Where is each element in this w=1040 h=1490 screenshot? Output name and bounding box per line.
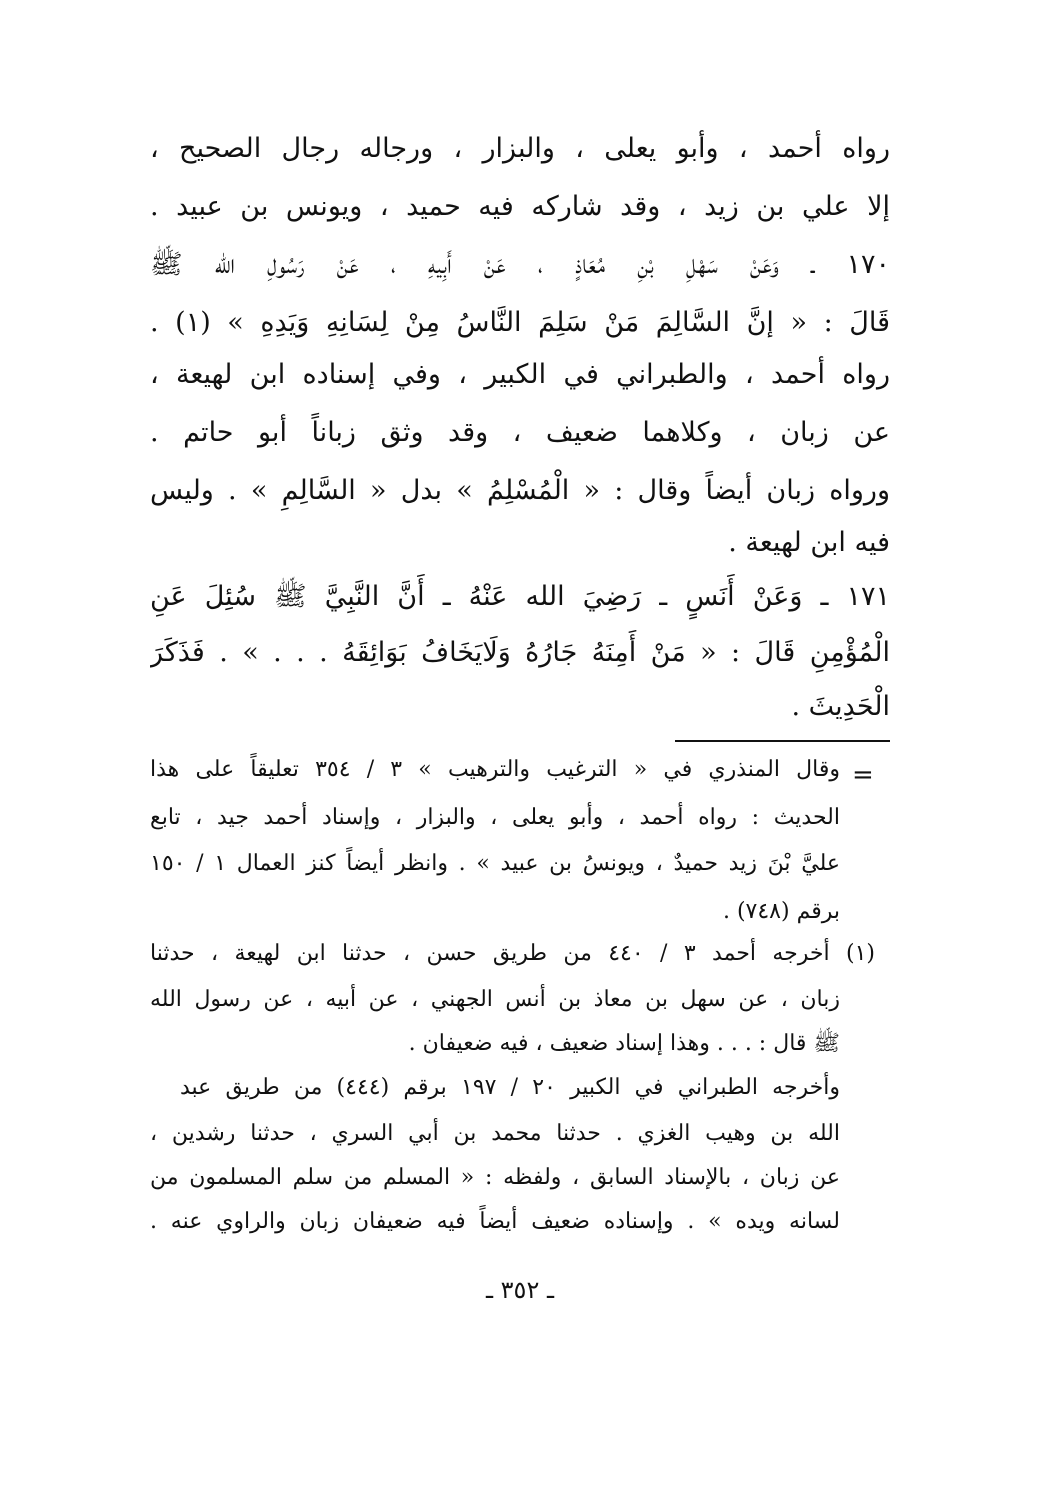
hadith-171-line-3: الْحَدِيثَ . [791,691,890,722]
body-line-2: إلا علي بن زيد ، وقد شاركه فيه حميد ، ويونس بن عبيد . [150,191,890,222]
body-line-1: رواه أحمد ، وأبو يعلى ، والبزار ، ورجاله رجال الصحيح ، [150,133,890,164]
hadith-171-line-1: ١٧١ ـ وَعَنْ أَنَسٍ ـ رَضِيَ الله عَنْهُ ـ أَنَّ النَّبِيَّ ﷺ سُئِلَ عَنِ [150,581,890,612]
body-line-6: عن زبان ، وكلاهما ضعيف ، وقد وثق زباناً أبو حاتم . [150,417,890,448]
footnote-continuation-marker: = [852,760,874,790]
footnote-line-1: وقال المنذري في « الترغيب والترهيب » ٣ / ٣٥٤ تعليقاً على هذا [150,757,840,782]
footnote-1-line-2: زبان ، عن سهل بن معاذ بن أنس الجهني ، عن أبيه ، عن رسول الله [150,987,840,1012]
footnote-line-4: برقم (٧٤٨) . [722,899,840,924]
footnote-1-line-3: ﷺ قال : . . . وهذا إسناد ضعيف ، فيه ضعيفان . [408,1031,840,1056]
footnote-1-line-6: عن زبان ، بالإسناد السابق ، ولفظه : « المسلم من سلم المسلمون من [150,1165,840,1190]
footnote-1-line-5: الله بن وهيب الغزي . حدثنا محمد بن أبي السري ، حدثنا رشدين ، [150,1121,840,1146]
footnote-1-line-4: وأخرجه الطبراني في الكبير ٢٠ / ١٩٧ برقم (٤٤٤) من طريق عبد [180,1075,840,1100]
footnote-line-3: عليَّ بْنَ زيد حميدٌ ، ويونسُ بن عبيد » . وانظر أيضاً كنز العمال ١ / ١٥٠ [150,851,840,876]
hadith-170-line-1: ١٧٠ ـ وَعَنْ سَهْلِ بْنِ مُعَاذٍ ، عَنْ أَبِيهِ ، عَنْ رَسُولِ الله ﷺ [150,249,890,280]
hadith-170-line-2: قَالَ : « إنَّ السَّالِمَ مَنْ سَلِمَ النَّاسُ مِنْ لِسَانِهِ وَيَدِهِ » (١) . [150,307,890,338]
hadith-171-line-2: الْمُؤْمِنِ قَالَ : « مَنْ أَمِنَهُ جَارُهُ وَلَايَخَافُ بَوَائِقَهُ . . . » . فَذَكَرَ [150,637,890,668]
body-line-8: فيه ابن لهيعة . [728,527,890,558]
footnote-1-line-1: (١) أخرجه أحمد ٣ / ٤٤٠ من طريق حسن ، حدثنا ابن لهيعة ، حدثنا [150,941,875,966]
footnote-1-line-7: لسانه ويده » . وإسناده ضعيف أيضاً فيه ضعيفان زبان والراوي عنه . [150,1209,840,1234]
footnote-line-2: الحديث : رواه أحمد ، وأبو يعلى ، والبزار ، وإسناد أحمد جيد ، تابع [150,805,840,830]
body-line-5: رواه أحمد ، والطبراني في الكبير ، وفي إسناده ابن لهيعة ، [150,359,890,390]
page-number: ـ ٣٥٢ ـ [485,1276,554,1304]
footnote-separator [675,740,890,742]
body-line-7: ورواه زبان أيضاً وقال : « الْمُسْلِمُ » بدل « السَّالِمِ » . وليس [150,475,890,506]
